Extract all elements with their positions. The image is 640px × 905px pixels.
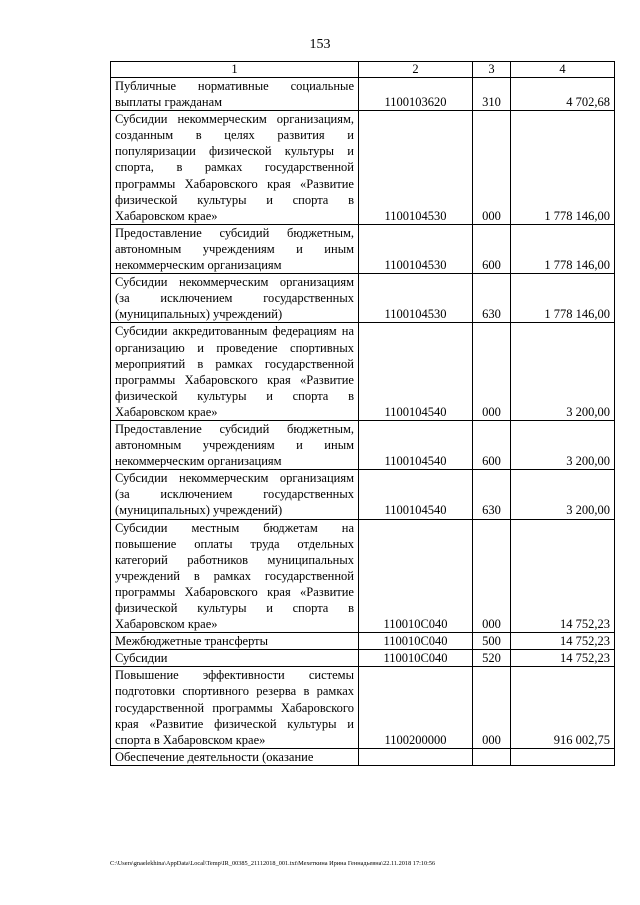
row-name: Обеспечение деятельности (оказание bbox=[111, 748, 359, 765]
row-amount: 916 002,75 bbox=[511, 667, 615, 748]
row-name: Предоставление субсидий бюджетным, автономным учреждениям и иным некоммерческим организациям bbox=[111, 420, 359, 469]
table-row bbox=[111, 323, 615, 421]
row-amount: 3 200,00 bbox=[511, 470, 615, 519]
page-number: 153 bbox=[309, 37, 331, 52]
row-amount: 14 752,23 bbox=[511, 650, 615, 667]
row-vr: 000 bbox=[473, 323, 511, 421]
table-row bbox=[111, 470, 615, 519]
column-header-name: 1 bbox=[111, 62, 359, 78]
table-row bbox=[111, 111, 615, 225]
row-name: Субсидии некоммерческим организациям (за исключением государственных (муниципальных) учреждений) bbox=[111, 470, 359, 519]
table-row bbox=[111, 78, 615, 111]
row-vr: 630 bbox=[473, 470, 511, 519]
table-row bbox=[111, 633, 615, 650]
row-name: Субсидии bbox=[111, 650, 359, 667]
column-header-vr: 3 bbox=[473, 62, 511, 78]
table-row bbox=[111, 748, 615, 765]
row-name: Предоставление субсидий бюджетным, автономным учреждениям и иным некоммерческим организациям bbox=[111, 224, 359, 273]
table-row bbox=[111, 224, 615, 273]
table-row bbox=[111, 420, 615, 469]
row-vr: 500 bbox=[473, 633, 511, 650]
row-amount: 14 752,23 bbox=[511, 519, 615, 633]
row-name: Субсидии некоммерческим организациям (за исключением государственных (муниципальных) учреждений) bbox=[111, 274, 359, 323]
row-vr: 600 bbox=[473, 420, 511, 469]
row-code: 1100104530 bbox=[359, 274, 473, 323]
row-vr: 600 bbox=[473, 224, 511, 273]
table-row bbox=[111, 650, 615, 667]
footer-file-path: C:\Users\gnaelekhina\AppData\Local\Temp\IR_00385_21112018_001.txt\Мехеткина Ирина Геннадьевна\22.11.2018 17:10:56 bbox=[110, 860, 436, 867]
row-vr: 000 bbox=[473, 667, 511, 748]
row-code: 1100104540 bbox=[359, 470, 473, 519]
row-code: 110010С040 bbox=[359, 633, 473, 650]
row-code: 1100200000 bbox=[359, 667, 473, 748]
row-amount: 4 702,68 bbox=[511, 78, 615, 111]
row-code: 1100103620 bbox=[359, 78, 473, 111]
row-name: Межбюджетные трансферты bbox=[111, 633, 359, 650]
row-name: Публичные нормативные социальные выплаты гражданам bbox=[111, 78, 359, 111]
table-row bbox=[111, 274, 615, 323]
row-name: Субсидии аккредитованным федерациям на организацию и проведение спортивных мероприятий в рамках государственной программы Хабаровского края «Развитие физической культуры и спорта в Хабаровском крае» bbox=[111, 323, 359, 421]
row-code bbox=[359, 748, 473, 765]
row-code: 110010С040 bbox=[359, 519, 473, 633]
row-code: 1100104540 bbox=[359, 420, 473, 469]
row-amount: 1 778 146,00 bbox=[511, 224, 615, 273]
row-code: 110010С040 bbox=[359, 650, 473, 667]
row-code: 1100104540 bbox=[359, 323, 473, 421]
budget-table bbox=[110, 61, 615, 766]
row-amount: 3 200,00 bbox=[511, 420, 615, 469]
row-amount bbox=[511, 748, 615, 765]
table-header-row bbox=[111, 62, 615, 78]
row-name: Субсидии местным бюджетам на повышение оплаты труда отдельных категорий работников муниципальных учреждений в рамках государственной программы Хабаровского края «Развитие физической культуры и спорта в Хабаровском крае» bbox=[111, 519, 359, 633]
row-vr bbox=[473, 748, 511, 765]
row-name: Повышение эффективности системы подготовки спортивного резерва в рамках государственной программы Хабаровского края «Развитие физической культуры и спорта в Хабаровском крае» bbox=[111, 667, 359, 748]
table-row bbox=[111, 667, 615, 748]
row-amount: 1 778 146,00 bbox=[511, 274, 615, 323]
row-amount: 14 752,23 bbox=[511, 633, 615, 650]
row-code: 1100104530 bbox=[359, 224, 473, 273]
row-amount: 1 778 146,00 bbox=[511, 111, 615, 225]
row-vr: 310 bbox=[473, 78, 511, 111]
column-header-code: 2 bbox=[359, 62, 473, 78]
row-name: Субсидии некоммерческим организациям, созданным в целях развития и популяризации физической культуры и спорта, в рамках государственной программы Хабаровского края «Развитие физической культуры и спорта в Хабаровском крае» bbox=[111, 111, 359, 225]
row-vr: 630 bbox=[473, 274, 511, 323]
row-code: 1100104530 bbox=[359, 111, 473, 225]
row-vr: 000 bbox=[473, 519, 511, 633]
row-vr: 520 bbox=[473, 650, 511, 667]
row-amount: 3 200,00 bbox=[511, 323, 615, 421]
row-vr: 000 bbox=[473, 111, 511, 225]
table-row bbox=[111, 519, 615, 633]
column-header-amount: 4 bbox=[511, 62, 615, 78]
